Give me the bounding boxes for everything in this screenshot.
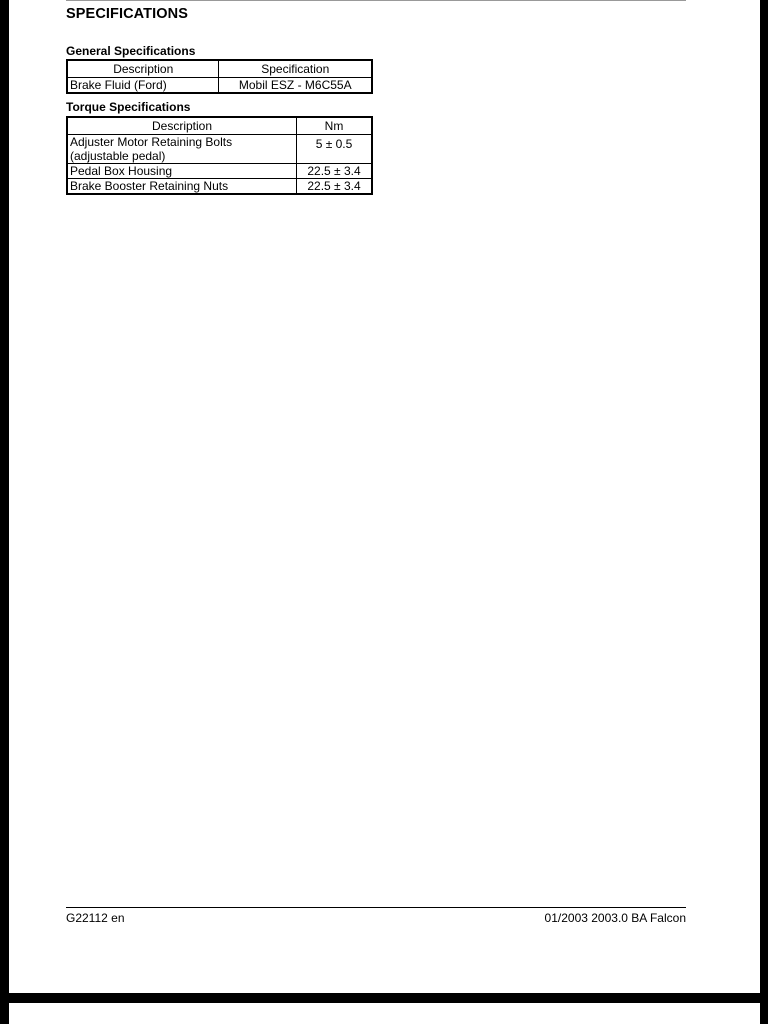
column-header: Description xyxy=(67,60,219,78)
table-row xyxy=(67,179,372,195)
table-header-row xyxy=(67,60,372,78)
column-header: Description xyxy=(67,117,297,135)
footer-document-code: G22112 en xyxy=(66,911,125,925)
footer-rule xyxy=(66,907,686,908)
table-row xyxy=(67,164,372,179)
description-cell: Adjuster Motor Retaining Bolts (adjustable pedal) xyxy=(67,135,297,164)
table-row xyxy=(67,78,372,94)
top-rule xyxy=(66,0,686,1)
column-header: Nm xyxy=(297,117,373,135)
description-cell: Pedal Box Housing xyxy=(67,164,297,179)
next-page-edge xyxy=(9,1003,760,1024)
torque-value-cell: 22.5 ± 3.4 xyxy=(297,164,373,179)
footer-edition: 01/2003 2003.0 BA Falcon xyxy=(544,911,686,925)
torque-value-cell: 22.5 ± 3.4 xyxy=(297,179,373,195)
torque-value-cell: 5 ± 0.5 xyxy=(297,135,373,164)
description-cell: Brake Fluid (Ford) xyxy=(67,78,219,94)
specification-cell: Mobil ESZ - M6C55A xyxy=(219,78,372,94)
table-row xyxy=(67,135,372,164)
document-page xyxy=(9,0,760,993)
table-header-row xyxy=(67,117,372,135)
description-cell: Brake Booster Retaining Nuts xyxy=(67,179,297,195)
column-header: Specification xyxy=(219,60,372,78)
general-specs-table xyxy=(66,59,373,94)
general-specs-heading: General Specifications xyxy=(66,44,196,58)
page-title: SPECIFICATIONS xyxy=(66,6,188,22)
torque-specs-heading: Torque Specifications xyxy=(66,100,191,114)
torque-specs-table xyxy=(66,116,373,195)
